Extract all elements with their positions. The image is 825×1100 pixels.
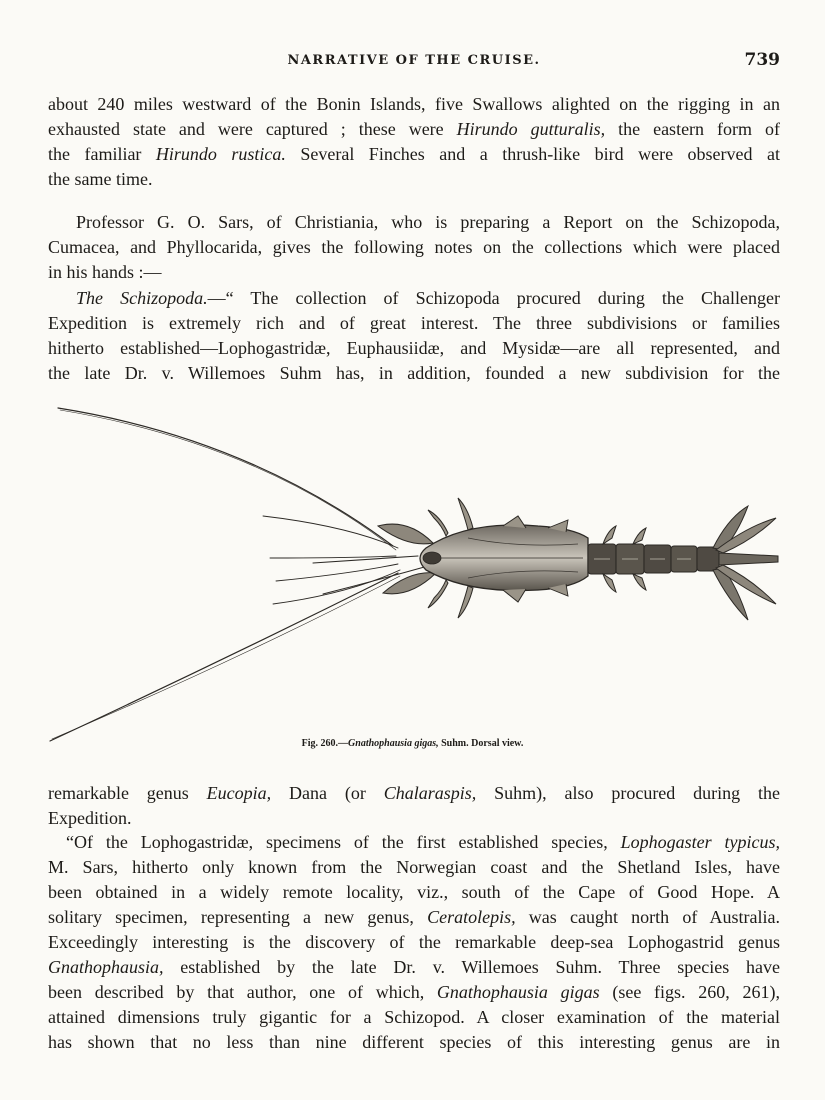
- text-line: exhausted state and were captured ; these were Hirundo gutturalis, the eastern form of: [48, 119, 780, 139]
- text-line: Exceedingly interesting is the discovery of the remarkable deep-sea Lophogastrid genus: [48, 932, 780, 952]
- page-number: 739: [744, 50, 780, 70]
- paragraph-sars: [48, 210, 780, 285]
- paragraph-swallows: [48, 92, 780, 192]
- text-line: Expedition.: [48, 808, 132, 828]
- text-line: Expedition is extremely rich and of great interest. The three subdivisions or families: [48, 313, 780, 333]
- text-line: hitherto established—Lophogastridæ, Euphausiidæ, and Mysidæ—are all represented, and: [48, 338, 780, 358]
- text-line: remarkable genus Eucopia, Dana (or Chalaraspis, Suhm), also procured during the: [48, 783, 780, 803]
- text-line: in his hands :—: [48, 262, 162, 282]
- text-line: has shown that no less than nine different species of this interesting genus are in: [48, 1032, 780, 1052]
- text-line: the familiar Hirundo rustica. Several Finches and a thrush-like bird were observed at: [48, 144, 780, 164]
- text-line: attained dimensions truly gigantic for a Schizopod. A closer examination of the material: [48, 1007, 780, 1027]
- figure-caption: Fig. 260.—Gnathophausia gigas, Suhm. Dorsal view.: [301, 738, 524, 749]
- text-line: “Of the Lophogastridæ, specimens of the first established species, Lophogaster typicus,: [66, 832, 780, 852]
- text-line: the late Dr. v. Willemoes Suhm has, in addition, founded a new subdivision for the: [48, 363, 780, 383]
- text-line: solitary specimen, representing a new genus, Ceratolepis, was caught north of Australia.: [48, 907, 780, 927]
- paragraph-schizopoda: [48, 286, 780, 386]
- text-line: about 240 miles westward of the Bonin Islands, five Swallows alighted on the rigging in an: [48, 94, 780, 114]
- text-line: the same time.: [48, 169, 153, 189]
- text-line: M. Sars, hitherto only known from the Norwegian coast and the Shetland Isles, have: [48, 857, 780, 877]
- text-line: been described by that author, one of which, Gnathophausia gigas (see figs. 260, 261),: [48, 982, 780, 1002]
- running-head: [48, 50, 780, 74]
- text-line: Professor G. O. Sars, of Christiania, who is preparing a Report on the Schizopoda,: [76, 212, 780, 232]
- running-title: NARRATIVE OF THE CRUISE.: [287, 53, 541, 68]
- text-line: been obtained in a widely remote locality, viz., south of the Cape of Good Hope. A: [48, 882, 780, 902]
- paragraph-lophogastridae: [48, 830, 780, 1055]
- text-line: The Schizopoda.—“ The collection of Schizopoda procured during the Challenger: [76, 288, 780, 308]
- section-heading: The Schizopoda.: [76, 288, 208, 308]
- figure-gnathophausia: [48, 398, 782, 743]
- text-line: Cumacea, and Phyllocarida, gives the following notes on the collections which were placed: [48, 237, 780, 257]
- text-line: Gnathophausia, established by the late Dr. v. Willemoes Suhm. Three species have: [48, 957, 780, 977]
- paragraph-eucopia: [48, 781, 780, 831]
- shrimp-illustration: [48, 398, 782, 743]
